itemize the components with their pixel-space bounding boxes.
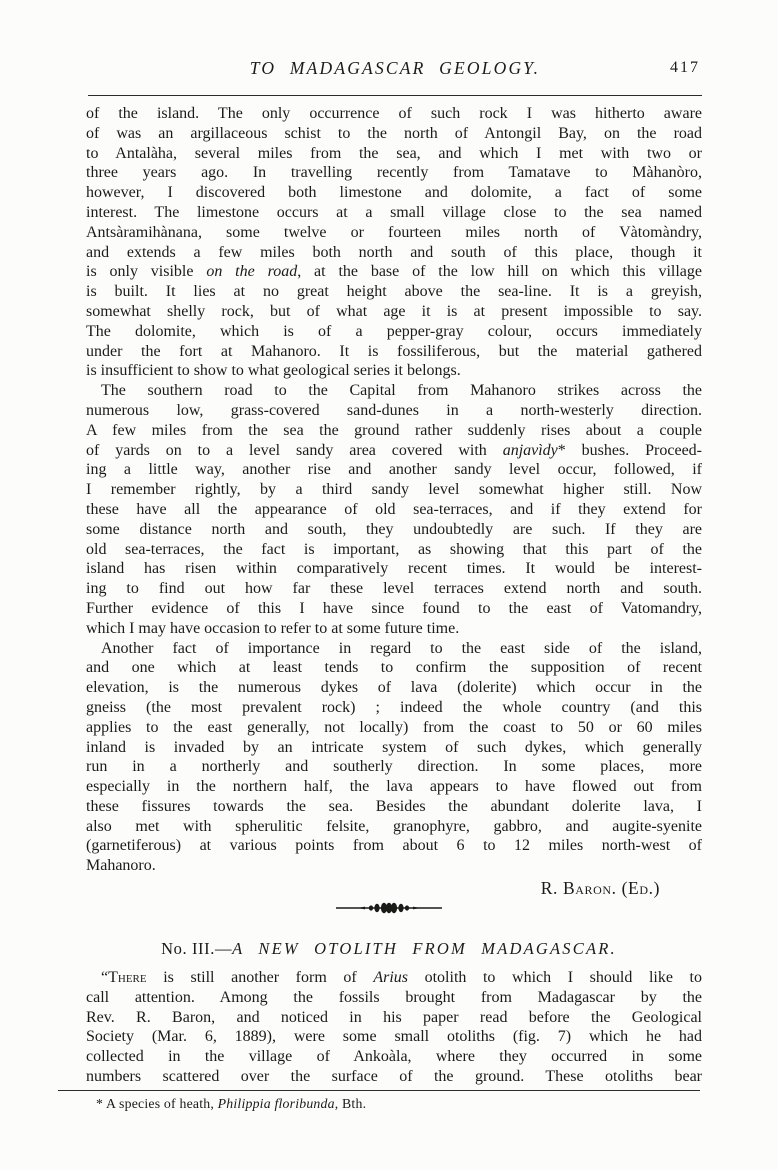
text-line: some distance north and south, they undoubtedly are such. If they are: [86, 520, 702, 538]
text-line: is only visible on the road, at the base of the low hill on which this village: [86, 263, 702, 281]
text-line: these fissures towards the sea. Besides the abundant dolerite lava, I: [86, 797, 702, 815]
text-line: these have all the appearance of old sea-terraces, and if they extend for: [86, 500, 702, 518]
text-line: collected in the village of Ankoàla, where they occurred in some: [86, 1048, 702, 1066]
text-line: somewhat shelly rock, but of what age it is at present impossible to say.: [86, 302, 702, 320]
text-line: Another fact of importance in regard to the east side of the island,: [101, 639, 702, 657]
text-line: elevation, is the numerous dykes of lava (dolerite) which occur in the: [86, 679, 702, 697]
section-divider-ornament: [329, 902, 449, 914]
text-line: Further evidence of this I have since found to the east of Vatomandry,: [86, 599, 702, 617]
text-line: under the fort at Mahanoro. It is fossiliferous, but the material gathered: [86, 342, 702, 360]
article-body: [86, 104, 702, 876]
text-line: Society (Mar. 6, 1889), were some small otoliths (fig. 7) which he had: [86, 1028, 702, 1046]
text-line: also met with spherulitic felsite, granophyre, gabbro, and augite-syenite: [86, 817, 702, 835]
text-line: I remember rightly, by a third sandy level somewhat higher still. Now: [86, 481, 702, 499]
section-heading: No. III.—A NEW OTOLITH FROM MADAGASCAR.: [161, 939, 617, 959]
text-line: “There is still another form of Arius otolith to which I should like to: [101, 969, 702, 987]
text-line: The southern road to the Capital from Mahanoro strikes across the: [101, 382, 702, 400]
section-body: [86, 968, 702, 1087]
text-line: of was an argillaceous schist to the north of Antongil Bay, on the road: [86, 124, 702, 142]
text-line: The dolomite, which is of a pepper-gray colour, occurs immediately: [86, 322, 702, 340]
text-line: inland is invaded by an intricate system of such dykes, which generally: [86, 738, 702, 756]
page-number: 417: [670, 59, 700, 76]
text-line: is insufficient to show to what geological series it belongs.: [86, 362, 461, 380]
text-line: gneiss (the most prevalent rock) ; indeed the whole country (and this: [86, 698, 702, 716]
text-line: run in a northerly and southerly direction. In some places, more: [86, 758, 702, 776]
text-line: numerous low, grass-covered sand-dunes in a north-westerly direction.: [86, 401, 702, 419]
text-line: of the island. The only occurrence of such rock I was hitherto aware: [86, 105, 702, 122]
text-line: and extends a few miles both north and south of this place, though it: [86, 243, 702, 261]
text-line: (garnetiferous) at various points from about 6 to 12 miles north-west of: [86, 837, 702, 855]
text-line: ing to find out how far these level terraces extend north and south.: [86, 580, 702, 598]
text-line: Mahanoro.: [86, 857, 156, 875]
text-line: island has risen within comparatively recent times. It would be interest-: [86, 560, 702, 578]
text-line: of yards on to a level sandy area covered with anjavìdy* bushes. Proceed-: [86, 441, 702, 459]
text-line: Antsàramihànana, some twelve or fourteen miles north of Vàtomàndry,: [86, 223, 702, 241]
text-line: interest. The limestone occurs at a small village close to the sea named: [86, 203, 702, 221]
header-rule: [88, 95, 702, 96]
text-line: three years ago. In travelling recently from Tamatave to Màhanòro,: [86, 164, 702, 182]
author-signature: R. Baron. (Ed.): [540, 878, 660, 899]
text-line: especially in the northern half, the lava appears to have flowed out from: [86, 778, 702, 796]
text-line: old sea-terraces, the fact is important, as showing that this part of the: [86, 540, 702, 558]
footnote: * A species of heath, Philippia floribunda, Bth.: [96, 1095, 367, 1111]
text-line: applies to the east generally, not locally) from the coast to 50 or 60 miles: [86, 718, 702, 736]
text-line: numbers scattered over the surface of the ground. These otoliths bear: [86, 1068, 702, 1086]
dot-rule-ornament-icon: [334, 902, 444, 914]
text-line: call attention. Among the fossils brought from Madagascar by the: [86, 988, 702, 1006]
text-line: is built. It lies at no great height above the sea-line. It is a greyish,: [86, 283, 702, 301]
text-line: to Antalàha, several miles from the sea, and which I met with two or: [86, 144, 702, 162]
text-line: A few miles from the sea the ground rather suddenly rises about a couple: [86, 421, 702, 439]
text-line: Rev. R. Baron, and noticed in his paper read before the Geological: [86, 1008, 702, 1026]
footnote-rule: [58, 1090, 700, 1091]
text-line: ing a little way, another rise and another sandy level occur, followed, if: [86, 461, 702, 479]
text-line: however, I discovered both limestone and dolomite, a fact of some: [86, 184, 702, 202]
page-header: [88, 58, 702, 84]
text-line: and one which at least tends to confirm the supposition of recent: [86, 659, 702, 677]
running-title: TO MADAGASCAR GEOLOGY.: [249, 58, 541, 78]
text-line: which I may have occasion to refer to at some future time.: [86, 619, 460, 637]
